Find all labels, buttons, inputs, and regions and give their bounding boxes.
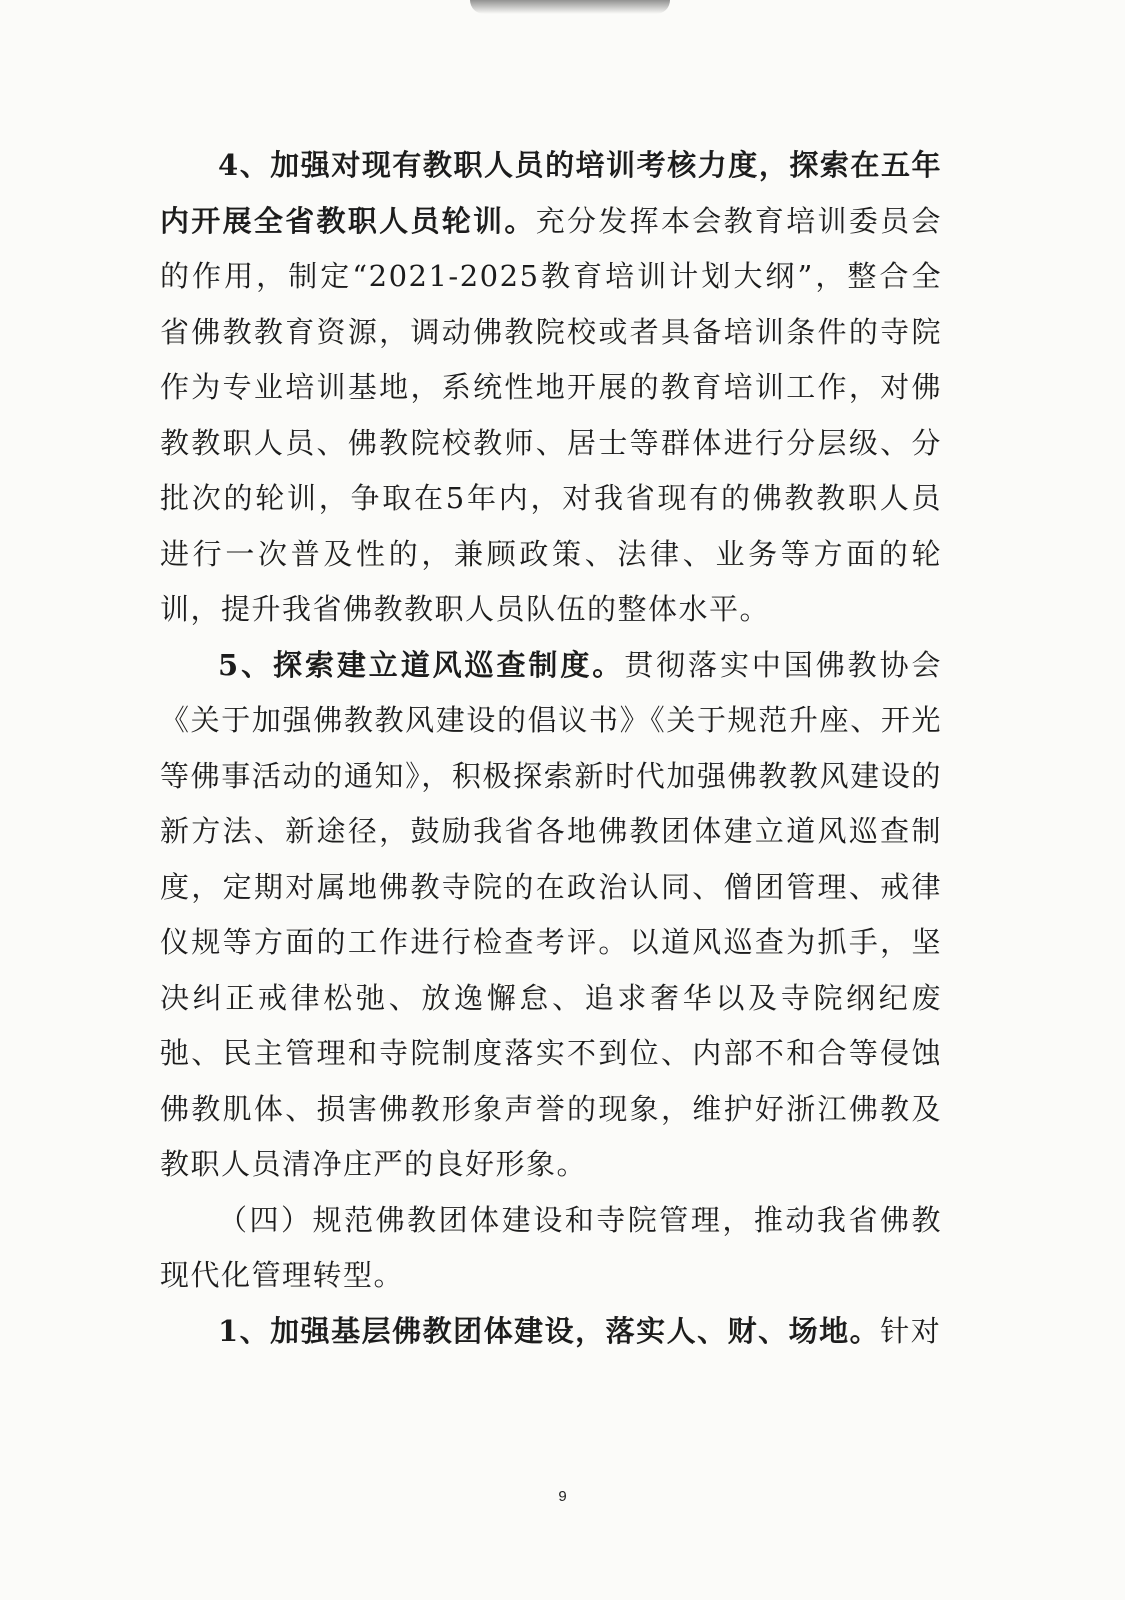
scan-artifact [470, 0, 670, 14]
paragraph-text: 贯彻落实中国佛教协会《关于加强佛教教风建设的倡议书》《关于规范升座、开光等佛事活动的通知》，积极探索新时代加强佛教教风建设的新方法、新途径，鼓励我省各地佛教团体建立道风巡查制度，定期对属地佛教寺院的在政治认同、僧团管理、戒律仪规等方面的工作进行检查考评。以道风巡查为抓手，坚决纠正戒律松弛、放逸懈怠、追求奢华以及寺院纲纪废弛、民主管理和寺院制度落实不到位、内部不和合等侵蚀佛教肌体、损害佛教形象声誉的现象，维护好浙江佛教及教职人员清净庄严的良好形象。 [160, 647, 942, 1181]
paragraph-text: 充分发挥本会教育培训委员会的作用，制定“2021-2025教育培训计划大纲”，整合全省佛教教育资源，调动佛教院校或者具备培训条件的寺院作为专业培训基地，系统性地开展的教育培训工作，对佛教教职人员、佛教院校教师、居士等群体进行分层级、分批次的轮训，争取在5年内，对我省现有的佛教教职人员进行一次普及性的，兼顾政策、法律、业务等方面的轮训，提升我省佛教教职人员队伍的整体水平。 [160, 203, 942, 626]
section-heading-4 [160, 1193, 942, 1304]
paragraph-heading: 4、加强对现有教职人员的培训考核力度，探索在五年内开展全省教职人员轮训。 [160, 148, 942, 238]
paragraph-item-4-training [160, 138, 942, 638]
page-number: 9 [558, 1488, 567, 1505]
paragraph-item-5-inspection [160, 638, 942, 1193]
document-body [160, 138, 942, 1359]
paragraph-text: 针对 [880, 1313, 942, 1348]
paragraph-item-1-grassroots [160, 1304, 942, 1360]
paragraph-heading: 5、探索建立道风巡查制度。 [218, 647, 625, 682]
paragraph-heading: 1、加强基层佛教团体建设，落实人、财、场地。 [218, 1313, 881, 1348]
paragraph-text: （四）规范佛教团体建设和寺院管理，推动我省佛教现代化管理转型。 [160, 1202, 942, 1292]
